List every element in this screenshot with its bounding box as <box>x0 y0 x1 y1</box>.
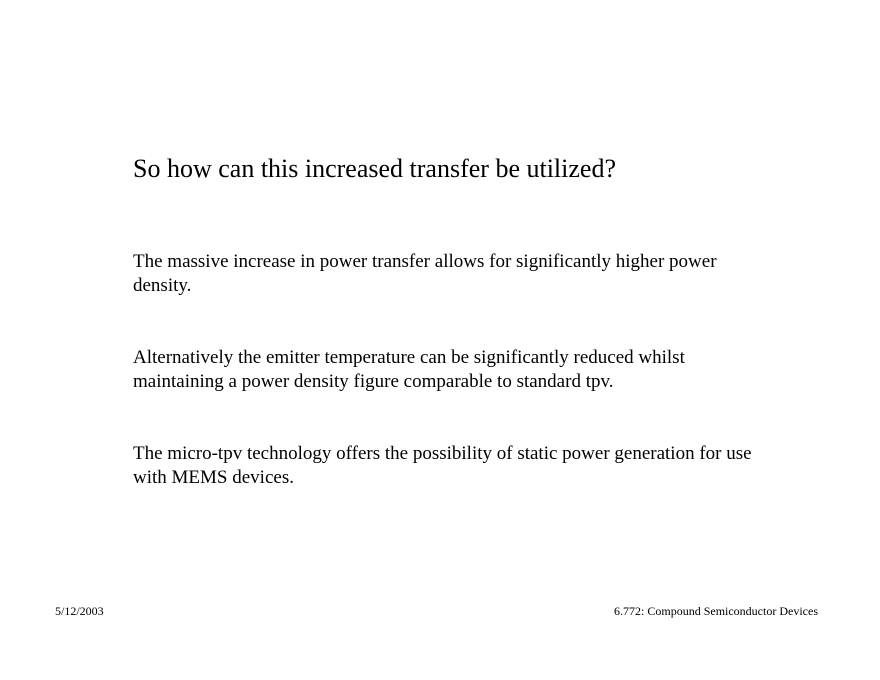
paragraph-micro-tpv: The micro-tpv technology offers the possibility of static power generation for use with MEMS devices. <box>133 443 752 488</box>
paragraph-emitter-temperature: Alternatively the emitter temperature can be significantly reduced whilst maintaining a power density figure comparable to standard tpv. <box>133 347 685 392</box>
slide-title: So how can this increased transfer be utilized? <box>133 154 616 183</box>
footer-course: 6.772: Compound Semiconductor Devices <box>614 604 818 618</box>
footer-date: 5/12/2003 <box>55 604 104 618</box>
paragraph-power-density: The massive increase in power transfer allows for significantly higher power density. <box>133 251 717 296</box>
